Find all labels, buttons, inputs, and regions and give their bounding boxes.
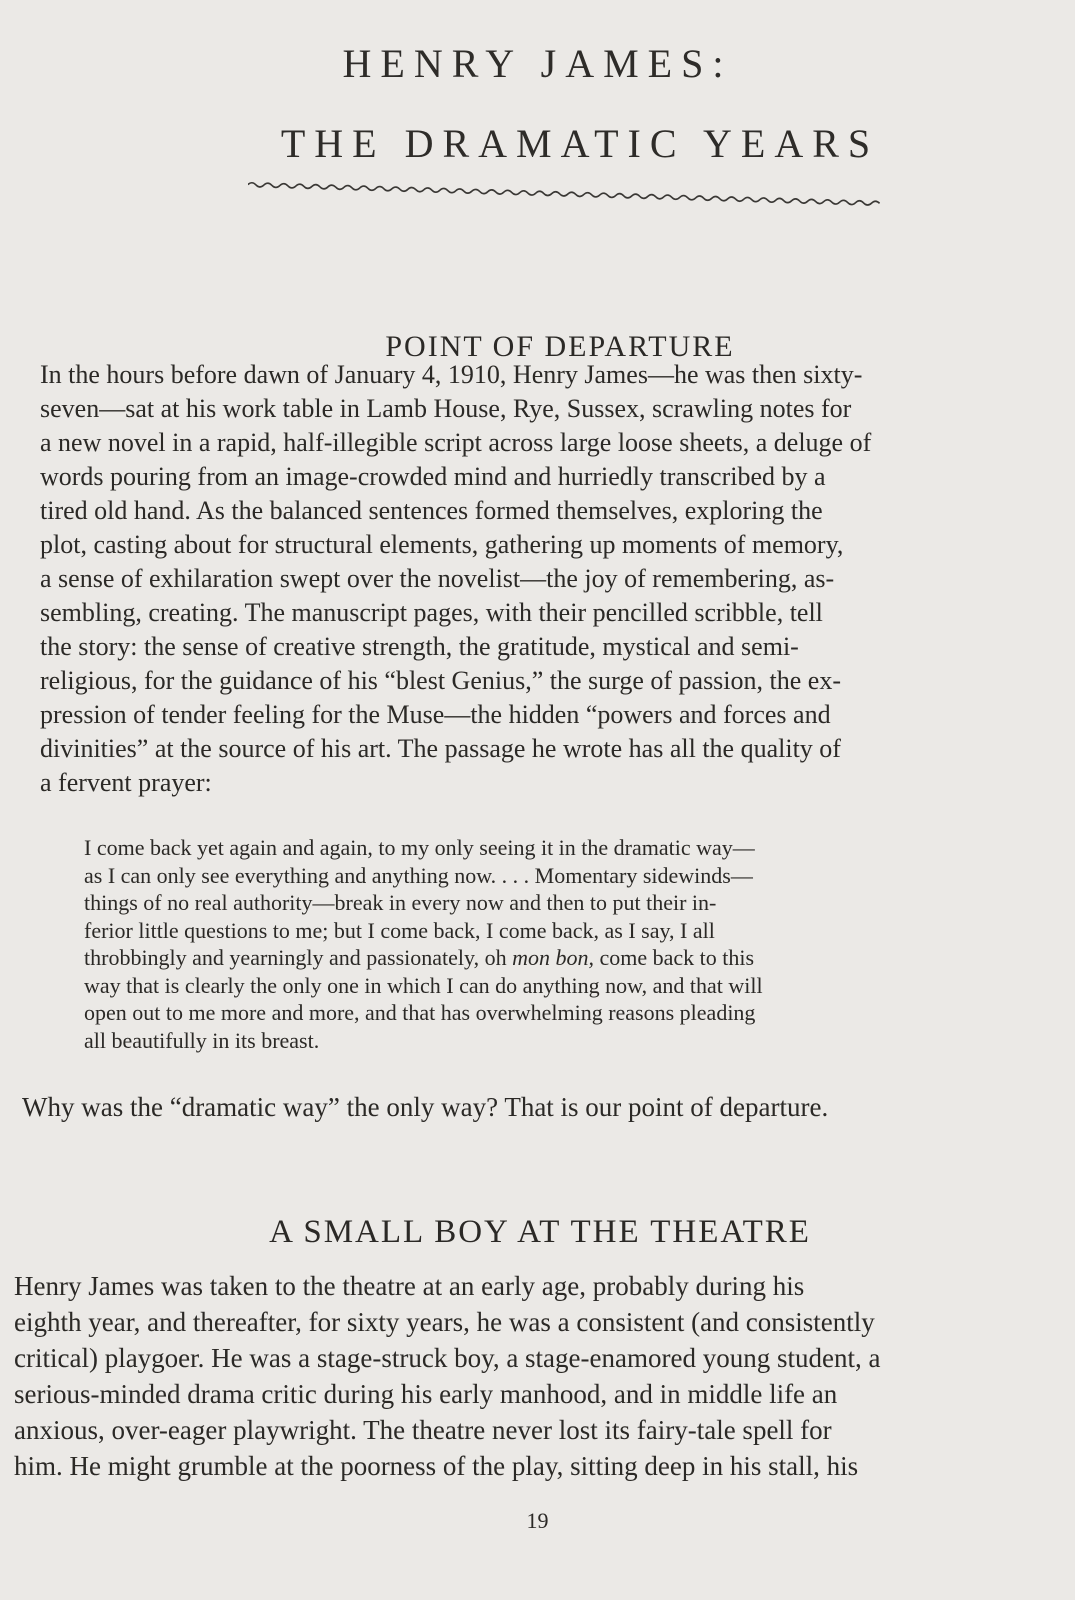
quote-line: as I can only see everything and anything now. . . . Momentary sidewinds— — [84, 862, 753, 888]
text-line: plot, casting about for structural elements, gathering up moments of memory, — [40, 530, 844, 559]
paragraph-opening — [40, 358, 1075, 800]
text-line: him. He might grumble at the poorness of the play, sitting deep in his stall, his — [14, 1451, 859, 1481]
text-line: a sense of exhilaration swept over the novelist—the joy of remembering, as- — [40, 564, 835, 593]
quote-line: all beautifully in its breast. — [84, 1027, 320, 1053]
quote-line: things of no real authority—break in every now and then to put their in- — [84, 890, 717, 915]
paragraph-theatre — [14, 1268, 1075, 1484]
quote-line: way that is clearly the only one in which I can do anything now, and that will — [84, 972, 763, 998]
quote-italic-phrase: mon bon, — [512, 945, 594, 970]
quote-text: come back to this — [594, 945, 755, 970]
text-line: In the hours before dawn of January 4, 1910, Henry James—he was then sixty- — [40, 360, 863, 389]
text-line: eighth year, and thereafter, for sixty years, he was a consistent (and consistently — [14, 1307, 875, 1337]
quote-line: open out to me more and more, and that has overwhelming reasons pleading — [84, 1000, 756, 1025]
text-line: pression of tender feeling for the Muse—the hidden “powers and forces and — [40, 700, 831, 729]
paragraph-closing: Why was the “dramatic way” the only way? That is our point of departure. — [22, 1092, 829, 1122]
text-line: tired old hand. As the balanced sentences formed themselves, exploring the — [40, 496, 823, 525]
quote-text: throbbingly and yearningly and passionately, oh — [84, 945, 513, 970]
text-line: religious, for the guidance of his “blest Genius,” the surge of passion, the ex- — [40, 666, 841, 695]
quote-line: ferior little questions to me; but I come back, I come back, as I say, I all — [84, 917, 715, 943]
quote-line — [84, 944, 1010, 972]
text-line: critical) playgoer. He was a stage-struck boy, a stage-enamored young student, a — [14, 1343, 881, 1373]
text-line: Henry James was taken to the theatre at an early age, probably during his — [14, 1271, 805, 1301]
wavy-rule-ornament — [248, 178, 880, 218]
section-heading-small-boy: A SMALL BOY AT THE THEATRE — [269, 1214, 811, 1250]
text-line: a fervent prayer: — [40, 768, 212, 797]
page-number: 19 — [526, 1508, 549, 1533]
text-line: divinities” at the source of his art. The passage he wrote has all the quality of — [40, 734, 841, 763]
text-line: anxious, over-eager playwright. The theatre never lost its fairy-tale spell for — [14, 1415, 832, 1445]
title-line-1: HENRY JAMES: — [342, 41, 733, 86]
section-heading-point-of-departure: POINT OF DEPARTURE — [385, 330, 735, 363]
quote-line: I come back yet again and again, to my only seeing it in the dramatic way— — [84, 835, 755, 860]
text-line: seven—sat at his work table in Lamb House, Rye, Sussex, scrawling notes for — [40, 394, 852, 423]
text-line: the story: the sense of creative strength, the gratitude, mystical and semi- — [40, 632, 799, 661]
block-quotation — [84, 834, 1010, 1054]
text-line: a new novel in a rapid, half-illegible script across large loose sheets, a deluge of — [40, 428, 872, 457]
text-line: words pouring from an image-crowded mind and hurriedly transcribed by a — [40, 462, 826, 491]
text-line: serious-minded drama critic during his early manhood, and in middle life an — [14, 1379, 838, 1409]
text-line: sembling, creating. The manuscript pages, with their pencilled scribble, tell — [40, 598, 823, 627]
title-line-2: THE DRAMATIC YEARS — [280, 121, 880, 166]
